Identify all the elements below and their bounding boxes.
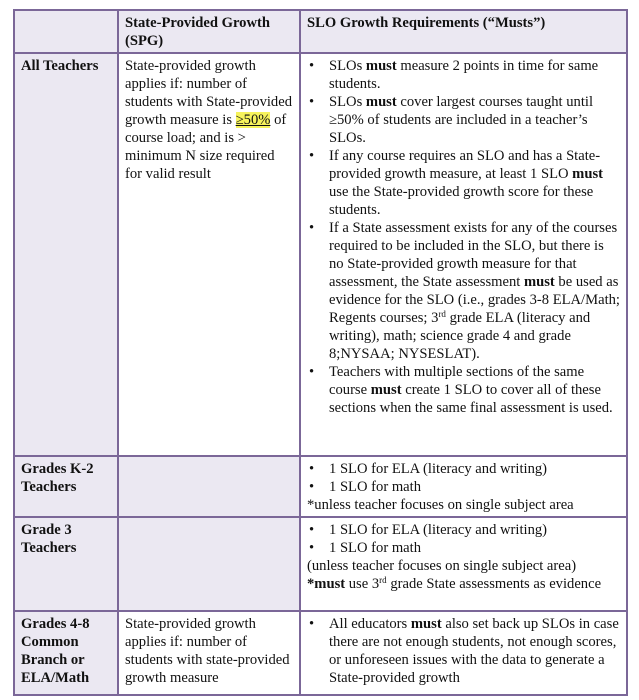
bullet-icon: •	[309, 94, 315, 110]
list-item: • Teachers with multiple sections of the same course must create 1 SLO to cover all of these sections when the same final assessment is used.	[309, 364, 613, 416]
note-text: *unless teacher focuses on single subject area	[307, 497, 574, 513]
bullet-icon: •	[309, 522, 315, 538]
spg-cell: State-provided growth applies if: number of students with State-provided growth measure is ≥50% of course load; and is > minimum N size required for valid result	[118, 53, 300, 456]
row-grades-4-8	[14, 611, 627, 695]
bullet-icon: •	[309, 220, 315, 236]
list-item: • 1 SLO for math	[309, 540, 422, 556]
row-label: Grades 4-8 Common Branch or ELA/Math	[14, 611, 118, 695]
bullet-icon: •	[309, 364, 315, 380]
bullet-icon: •	[309, 616, 315, 632]
list-item: • All educators must also set back up SLOs in case there are not enough students, not enough scores, or unforeseen issues with the data to generate a State-provided growth	[309, 616, 619, 686]
spg-cell: State-provided growth applies if: number of students with state-provided growth measure	[118, 611, 300, 695]
list-item: • SLOs must cover largest courses taught until ≥50% of students are included in a teacher’s SLOs.	[309, 94, 594, 146]
list-item: • SLOs must measure 2 points in time for same students.	[309, 58, 599, 92]
slo-requirements-table	[13, 9, 628, 696]
row-grade-3	[14, 517, 627, 611]
bullet-icon: •	[309, 540, 315, 556]
bullet-icon: •	[309, 479, 315, 495]
row-label: Grade 3 Teachers	[14, 517, 118, 611]
bullet-icon: •	[309, 148, 315, 164]
row-all-teachers	[14, 53, 627, 456]
header-empty-cell	[14, 10, 118, 53]
header-spg: State-Provided Growth (SPG)	[118, 10, 300, 53]
row-label: All Teachers	[14, 53, 118, 456]
requirements-cell	[300, 53, 627, 456]
highlighted-threshold: ≥50%	[235, 112, 271, 128]
list-item: • If a State assessment exists for any of the courses required to be included in the SLO, but there is no State-provided growth measure for that assessment, the State assessment must be used as evidence for the SLO (i.e., grades 3-8 ELA/Math; Regents courses; 3rd grade ELA (literacy and writing), math; science grade 4 and grade 8;NYSAA; NYSESLAT).	[309, 220, 620, 362]
bullet-icon: •	[309, 461, 315, 477]
note-text: *must use 3rd grade State assessments as evidence	[307, 575, 602, 592]
header-row	[14, 10, 627, 53]
note-text: (unless teacher focuses on single subject area)	[307, 558, 577, 574]
requirements-cell	[300, 611, 627, 695]
row-grades-k2	[14, 456, 627, 517]
list-item: • 1 SLO for math	[309, 479, 422, 495]
requirements-cell	[300, 517, 627, 611]
list-item: • 1 SLO for ELA (literacy and writing)	[309, 522, 548, 538]
requirements-cell	[300, 456, 627, 517]
row-label: Grades K-2 Teachers	[14, 456, 118, 517]
header-slo-requirements: SLO Growth Requirements (“Musts”)	[300, 10, 627, 53]
list-item: • 1 SLO for ELA (literacy and writing)	[309, 461, 548, 477]
spg-cell	[118, 456, 300, 517]
list-item: • If any course requires an SLO and has a State-provided growth measure, at least 1 SLO must use the State-provided growth score for these students.	[309, 148, 603, 218]
spg-cell	[118, 517, 300, 611]
bullet-icon: •	[309, 58, 315, 74]
